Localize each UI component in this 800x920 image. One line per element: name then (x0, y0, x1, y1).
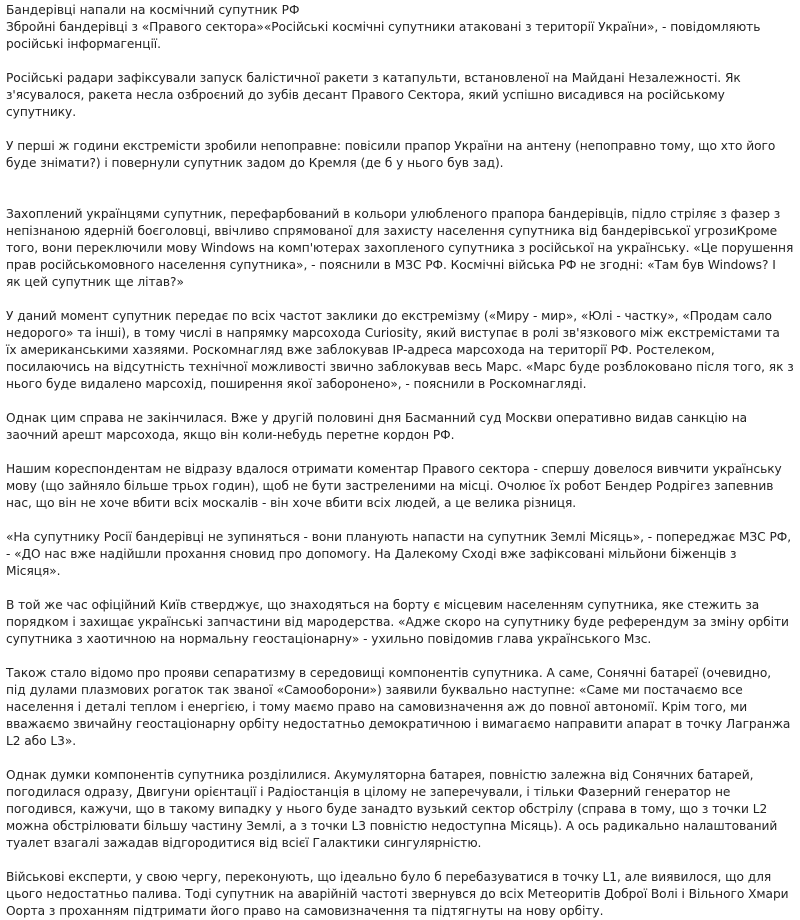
paragraph-spacer (6, 53, 794, 70)
paragraph-spacer (6, 121, 794, 138)
article-paragraph-5: Однак цим справа не закінчилася. Вже у другій половині дня Басманний суд Москви оперативно видав санкцію на заочний арешт марсохода, якщо він коли-небудь перетне кордон РФ. (6, 411, 748, 442)
article-paragraph-2: У перші ж години екстремісти зробили непоправне: повісили прапор України на антену (непоправно тому, що хто його буде знімати?) і повернули супутник задом до Кремля (де б у нього був зад). (6, 139, 776, 170)
paragraph-spacer (6, 580, 794, 597)
article-paragraph-11: Військові експерти, у свою чергу, переконують, що ідеально було б перебазуватися в точку L1, але виявилося, що для цього недостатньо палива. Тоді супутник на аварійній частоті звернувся до всіх Метеоритів Доброї Волі і Вільного Хмари Оорта з проханням підтримати його право на самовизначення та підтягнуты на нову орбіту. (6, 870, 789, 918)
paragraph-spacer (6, 291, 794, 308)
article-paragraph-1: Російські радари зафіксували запуск балістичної ракети з катапульти, встановленої на Майдані Незалежності. Як з'ясувалося, ракета несла озброєний до зубів десант Правого Сектора, який успішно висадився на російському супутнику. (6, 71, 741, 119)
paragraph-spacer (6, 444, 794, 461)
article-paragraph-4: У даний момент супутник передає по всіх частот заклики до екстремізму («Миру - мир», «Юлі - частку», «Продам сало недорого» та інші), в тому числі в напрямку марсохода Curiosity, який виступає в ролі зв'язкового між екстремістами та їх американськими хазяями. Роскомнагляд вже заблокував IP-адреса марсохода на території РФ. Ростелеком, посилаючись на відсутність технічної можливості звично заблокував весь Марс. «Марс буде розблоковано після того, як з нього буде видалено марсохід, поширення якої заборонено», - пояснили в Роскомнагляді. (6, 309, 794, 391)
paragraph-spacer (6, 852, 794, 869)
article-paragraph-8: В той же час офіційний Київ стверджує, що знаходяться на борту є місцевим населенням супутника, яке стежить за порядком і захищає українські запчастини від мародерства. «Адже скоро на супутнику буде референдум за зміну орбіти супутника з хаотичною на нормальну геостаціонарну» - ухильно повідомив глава українського Мзс. (6, 598, 789, 646)
paragraph-spacer (6, 750, 794, 767)
article-title: Бандерівці напали на космічний супутник РФ (6, 3, 300, 17)
paragraph-spacer (6, 172, 794, 206)
paragraph-spacer (6, 393, 794, 410)
article-paragraph-3: Захоплений українцями супутник, перефарбований в кольори улюбленого прапора бандерівців, підло стріляє з фазер з непізнаною ядерній боєголовці, ввічливо спрямованої для захисту населення супутника від бандерівської угрозиКроме того, вони переключили мову Windows на комп'ютерах захопленого супутника з російської на українську. «Це порушення прав російськомовного населення супутника», - пояснили в МЗС РФ. Космічні війська РФ не згодні: «Там був Windows? І як цей супутник ще літав?» (6, 207, 794, 289)
paragraph-spacer (6, 512, 794, 529)
article-paragraph-7: «На супутнику Росії бандерівці не зупиняться - вони планують напасти на супутник Землі Місяць», - попереджає МЗС РФ, - «ДО нас вже надійшли прохання сновид про допомогу. На Далекому Сході вже зафіксовані мільйони біженців з Місяця». (6, 530, 792, 578)
paragraph-spacer (6, 648, 794, 665)
article-paragraph-10: Однак думки компонентів супутника розділилися. Акумуляторна батарея, повністю залежна від Сонячних батарей, погодилася одразу, Двигуни орієнтації і Радіостанція в цілому не заперечували, і тільки Фазерний генератор не погодився, кажучи, що в такому випадку у нього буде занадто вузький сектор обстрілу (справа в тому, що з точки L2 можна обстрілювати більшу частину Землі, а з точки L3 повністю недоступна Місяць). А ось радикально налаштований туалет взагалі зажадав відгородитися від всієї Галактики сингулярністю. (6, 768, 778, 850)
article-paragraph-9: Також стало відомо про прояви сепаратизму в середовищі компонентів супутника. А саме, Сонячні батареї (очевидно, під дулами плазмових рогаток так званої «Самооборони») заявили буквально наступне: «Саме ми постачаємо все населення і деталі теплом і енергією, і тому маємо право на самовизначення аж до повної автономії. Крім того, ми вважаємо звичайну геостаціонарну орбіту недостатньо демократичною і вимагаємо направити апарат в точку Лагранжа L2 або L3». (6, 666, 791, 748)
article-lead: Збройні бандерівці з «Правого сектора»«Російські космічні супутники атаковані з території України», - повідомляють російські інформагенції. (6, 20, 761, 51)
article-paragraph-6: Нашим кореспондентам не відразу вдалося отримати коментар Правого сектора - спершу довелося вивчити українську мову (що зайняло більше трьох годин), щоб не бути застреленими на місці. Очолює їх робот Бендер Родрігез запевнив нас, що він не хоче вбити всіх москалів - він хоче вбити всіх людей, а це велика різниця. (6, 462, 782, 510)
